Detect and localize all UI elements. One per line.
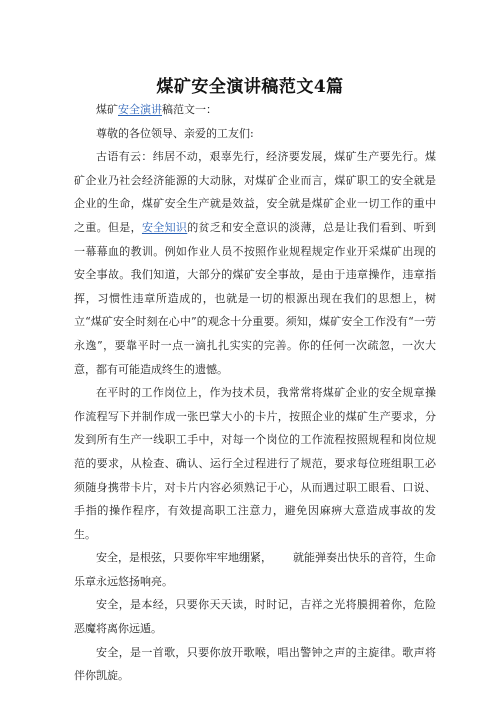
paragraph-4: 安全，是本经，只要你天天读，时时记，吉祥之光将膜拥着你，危险恶魔将离你远遁。 [74,598,436,636]
document-title: 煤矿安全演讲稿范文4篇 [156,77,344,97]
paragraph-1-text-a: 古语有云：纬居不动，艰辜先行，经济要发展，煤矿生产要先行。煤矿企业乃社会经济能源的大动脉，对煤矿企业而言，煤矿职工的安全就是企业的生命，煤矿安全生产就是效益，安全就是煤矿企业一切工作的重中之重。但是， [74,150,436,234]
paragraph-3: 安全，是根弦，只要你牢牢地绷紧， 就能弹奏出快乐的音符，生命乐章永远悠扬响亮。 [74,551,436,588]
section-heading [74,98,436,122]
greeting: 尊敬的各位领导、亲爱的工友们: [96,126,254,140]
section-heading-suffix: 稿范文一： [162,103,217,116]
paragraph-1 [74,145,436,381]
paragraph-5: 安全，是一首歌，只要你放开歌喉，唱出警钟之声的主旋律。歌声将伴你凯旋。 [74,645,436,683]
section-heading-prefix: 煤矿 [96,103,118,116]
paragraph-2: 在平时的工作岗位上，作为技术员，我常常将煤矿企业的安全规章操作流程写下并制作成一张巴掌大小的卡片，按照企业的煤矿生产要求，分发到所有生产一线职工手中，对每一个岗位的工作流程按照规程和岗位规范的要求，从检查、确认、运行全过程进行了规范，要求每位班组职工必须随身携带卡片，对卡片内容必须熟记于心，从而遇过职工眼看、口说、手指的操作程序，有效提高职工注意力，避免因麻痹大意造成事故的发生。 [74,386,436,541]
document-body [74,98,436,688]
safety-speech-link[interactable]: 安全演讲 [118,103,162,116]
safety-knowledge-link[interactable]: 安全知识 [141,220,188,234]
paragraph-1-text-b: 的贫乏和安全意识的淡薄，总是让我们看到、听到一幕幕血的教训。例如作业人员不按照作业规程规定作业开采煤矿出现的安全事故。我们知道，大部分的煤矿安全事故，是由于违章操作，违章指挥，习惯性违章所造成的，也就是一切的根源出现在我们的思想上，树立“煤矿安全时刻在心中”的观念十分重要。须知，煤矿安全工作没有“一劳永逸”，要靠平时一点一滴扎扎实实的完善。你的任何一次疏忽，一次大意，都有可能造成终生的遗憾。 [74,220,437,376]
